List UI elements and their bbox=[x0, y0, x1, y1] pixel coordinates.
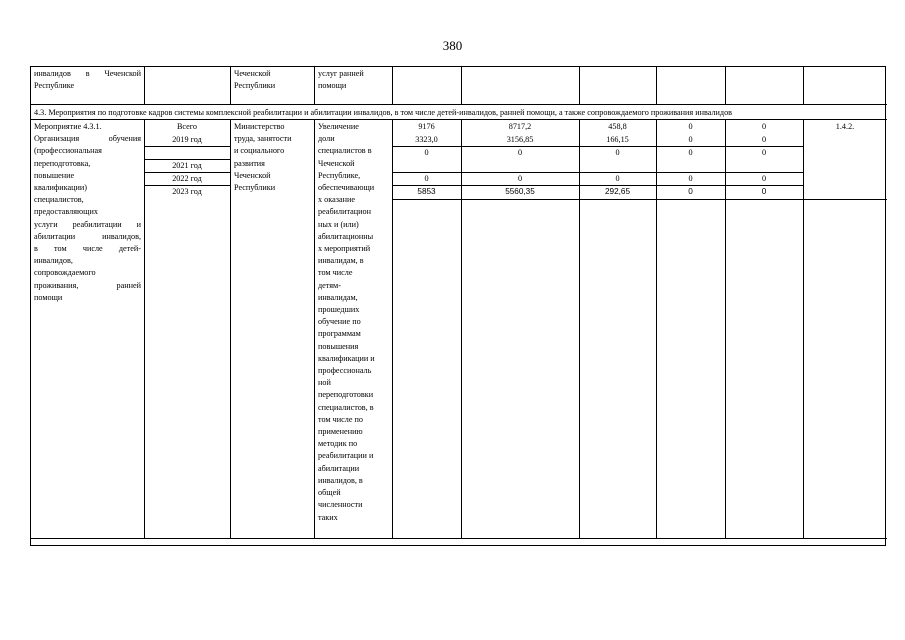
indicator-line: обучение по bbox=[318, 317, 361, 327]
measure-title-line: (профессиональная bbox=[34, 146, 102, 156]
indicator-line: специалистов в bbox=[318, 146, 372, 156]
value-cell: 0 bbox=[517, 174, 523, 183]
indicator-line: инвалидам, в bbox=[318, 256, 364, 266]
measure-title bbox=[34, 121, 141, 304]
measure-title-line: проживания, ранней bbox=[34, 280, 141, 290]
value-cell: 0 bbox=[761, 174, 767, 183]
indicator-line: специалистов, в bbox=[318, 402, 374, 412]
indicator-line: реабилитацион bbox=[318, 207, 372, 217]
indicator-line: детям- bbox=[318, 280, 341, 290]
indicator-line: инвалидов, в bbox=[318, 475, 363, 485]
period-2023: 2023 год bbox=[172, 187, 202, 196]
measure-title-line: предоставляющих bbox=[34, 207, 98, 217]
period-2021: 2021 год bbox=[172, 161, 202, 170]
value-cell: 458,8 bbox=[608, 122, 627, 131]
value-cell: 0 bbox=[688, 148, 693, 157]
period-2019: 2019 год bbox=[172, 135, 202, 144]
prev-cell-indicator: услуг ранней помощи bbox=[318, 69, 364, 91]
measure-executor bbox=[234, 121, 292, 194]
indicator-line: таких bbox=[318, 512, 338, 522]
prev-cell-executor: Чеченской Республики bbox=[234, 69, 276, 91]
measure-title-line: сопровождаемого bbox=[34, 268, 96, 278]
indicator-line: том числе по bbox=[318, 414, 364, 424]
prev-cell-target: инвалидов в Чеченской Республике bbox=[34, 69, 141, 91]
indicator-line: применению bbox=[318, 427, 363, 437]
executor-line: развития bbox=[234, 158, 265, 168]
indicator-line: ной bbox=[318, 378, 331, 388]
indicator-line: прошедших bbox=[318, 305, 360, 315]
indicator-line: ных и (или) bbox=[318, 219, 359, 229]
indicator-line: обеспечивающи bbox=[318, 183, 375, 193]
measure-title-line: специалистов, bbox=[34, 195, 84, 205]
indicator-line: общей bbox=[318, 488, 341, 498]
indicator-line: Чеченской bbox=[318, 158, 355, 168]
measure-title-line: Мероприятие 4.3.1. bbox=[34, 122, 102, 131]
indicator-line: абилитационны bbox=[318, 231, 374, 241]
period-2022: 2022 год bbox=[172, 174, 202, 183]
indicator-line: методик по bbox=[318, 439, 358, 449]
value-cell: 0 bbox=[761, 187, 767, 196]
page-number: 380 bbox=[442, 38, 463, 53]
indicator-line: абилитации bbox=[318, 463, 360, 473]
measure-title-line: услуги реабилитации и bbox=[34, 219, 141, 229]
value-cell: 0 bbox=[688, 174, 693, 183]
value-cell: 0 bbox=[761, 122, 767, 131]
measure-title-line: абилитации инвалидов, bbox=[34, 231, 141, 241]
measure-title-line: Организация обучения bbox=[34, 134, 141, 144]
indicator-line: доли bbox=[318, 134, 335, 144]
measure-title-line: помощи bbox=[34, 292, 63, 302]
measure-title-line: квалификации) bbox=[34, 183, 87, 193]
value-cell: 0 bbox=[424, 148, 429, 157]
value-cell: 0 bbox=[761, 148, 767, 157]
value-cell: 3156,85 bbox=[506, 135, 534, 144]
indicator-line: х оказание bbox=[318, 195, 355, 205]
value-cell: 0 bbox=[688, 135, 693, 144]
indicator-line: численности bbox=[318, 500, 363, 510]
value-cell: 3323,0 bbox=[415, 135, 438, 144]
indicator-line: реабилитации и bbox=[318, 451, 374, 461]
value-cell: 0 bbox=[761, 135, 767, 144]
value-cell: 9176 bbox=[418, 122, 435, 131]
indicator-line: Республике, bbox=[318, 170, 361, 180]
indicator-line: профессиональ bbox=[318, 366, 372, 376]
executor-line: Чеченской bbox=[234, 170, 271, 180]
indicator-line: повышения bbox=[318, 341, 359, 351]
measure-indicator bbox=[318, 121, 375, 524]
value-cell: 292,65 bbox=[604, 187, 631, 196]
measure-title-line: повышение bbox=[34, 170, 75, 180]
value-cell: 0 bbox=[615, 148, 620, 157]
value-cell: 5853 bbox=[417, 187, 436, 196]
program-table bbox=[30, 66, 886, 546]
measure-title-line: переподготовка, bbox=[34, 158, 91, 168]
value-cell: 8717,2 bbox=[508, 122, 532, 131]
value-cell: 0 bbox=[688, 187, 693, 196]
period-total: Всего bbox=[176, 122, 198, 131]
measure-title-line: инвалидов, bbox=[34, 256, 73, 266]
indicator-line: Увеличение bbox=[318, 122, 359, 131]
executor-line: труда, занятости bbox=[234, 134, 292, 144]
executor-line: и социального bbox=[234, 146, 285, 156]
measure-title-line: в том числе детей- bbox=[34, 244, 141, 254]
executor-line: Министерство bbox=[234, 122, 285, 131]
indicator-line: программам bbox=[318, 329, 361, 339]
indicator-line: том числе bbox=[318, 268, 353, 278]
indicator-line: переподготовки bbox=[318, 390, 374, 400]
value-cell: 0 bbox=[517, 148, 523, 157]
value-cell: 166,15 bbox=[606, 135, 629, 144]
indicator-reference: 1.4.2. bbox=[835, 122, 855, 131]
indicator-line: инвалидам, bbox=[318, 292, 358, 302]
value-cell: 0 bbox=[615, 174, 620, 183]
value-cell: 0 bbox=[688, 122, 693, 131]
value-cell: 5560,35 bbox=[505, 187, 535, 196]
executor-line: Республики bbox=[234, 183, 276, 193]
value-cell: 0 bbox=[424, 174, 429, 183]
indicator-line: квалификации и bbox=[318, 353, 375, 363]
section-heading: 4.3. Мероприятия по подготовке кадров системы комплексной реабилитации и абилитации инвалидов, в том числе детей-инвалидов, ранней помощи, а также сопровождаемого проживания инвалидов bbox=[34, 108, 733, 117]
indicator-line: х мероприятий bbox=[318, 244, 371, 254]
